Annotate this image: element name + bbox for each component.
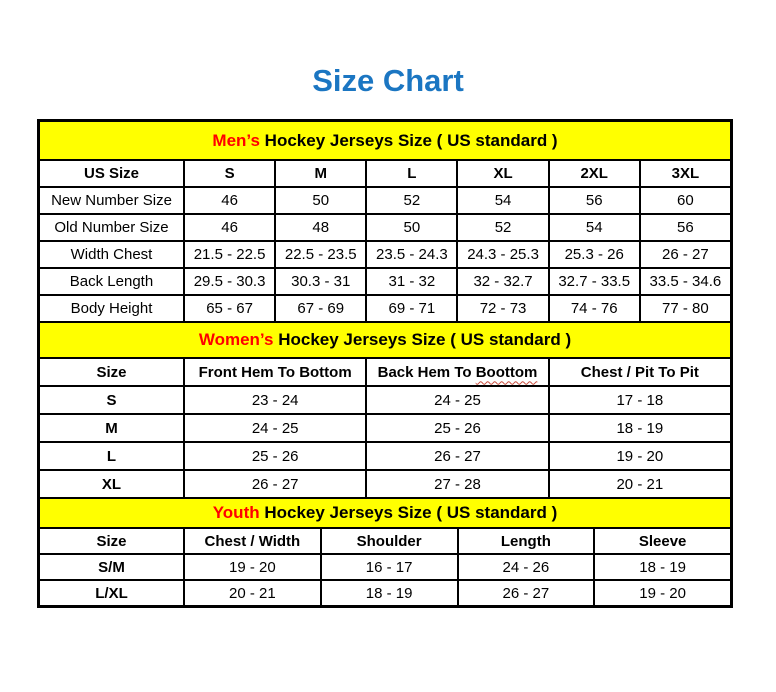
- table-cell: 17 - 18: [549, 386, 731, 414]
- row-label: Body Height: [39, 295, 184, 322]
- table-row: [39, 214, 731, 241]
- womens-size-table: [38, 321, 732, 499]
- table-row: [39, 470, 731, 498]
- womens-section-title: [39, 322, 731, 358]
- youth-header-row: [39, 528, 731, 554]
- table-cell: 46: [184, 214, 275, 241]
- table-cell: 50: [275, 187, 366, 214]
- page-title: Size Chart: [312, 63, 464, 98]
- youth-col-chest-width: Chest / Width: [184, 528, 321, 554]
- mens-accent-label: Men’s: [212, 130, 260, 150]
- youth-size-table: [38, 497, 732, 607]
- table-row: [39, 442, 731, 470]
- table-row: [39, 268, 731, 295]
- youth-col-size: Size: [39, 528, 184, 554]
- table-cell: 52: [366, 187, 457, 214]
- table-cell: 27 - 28: [366, 470, 548, 498]
- table-cell: 32.7 - 33.5: [549, 268, 640, 295]
- table-cell: 24 - 25: [184, 414, 366, 442]
- table-cell: 25 - 26: [184, 442, 366, 470]
- row-label: L: [39, 442, 184, 470]
- table-cell: 24 - 26: [458, 554, 595, 580]
- youth-col-length: Length: [458, 528, 595, 554]
- table-cell: 72 - 73: [457, 295, 548, 322]
- womens-accent-label: Women’s: [198, 330, 274, 349]
- table-cell: 24.3 - 25.3: [457, 241, 548, 268]
- row-label: M: [39, 414, 184, 442]
- row-label: Old Number Size: [39, 214, 184, 241]
- row-label: Width Chest: [39, 241, 184, 268]
- size-chart-tables: [37, 119, 733, 608]
- womens-col-size: Size: [39, 358, 184, 386]
- table-cell: 21.5 - 22.5: [184, 241, 275, 268]
- table-cell: 20 - 21: [549, 470, 731, 498]
- table-cell: 46: [184, 187, 275, 214]
- table-row: [39, 414, 731, 442]
- table-cell: 69 - 71: [366, 295, 457, 322]
- mens-col-l: L: [366, 160, 457, 187]
- table-cell: 16 - 17: [321, 554, 458, 580]
- table-cell: 19 - 20: [594, 580, 731, 606]
- table-row: [39, 386, 731, 414]
- table-cell: 25 - 26: [366, 414, 548, 442]
- mens-col-3xl: 3XL: [640, 160, 731, 187]
- table-row: [39, 580, 731, 606]
- table-cell: 65 - 67: [184, 295, 275, 322]
- youth-section-band: [39, 498, 731, 528]
- table-cell: 60: [640, 187, 731, 214]
- table-row: [39, 554, 731, 580]
- row-label: S: [39, 386, 184, 414]
- youth-accent-label: Youth: [212, 503, 260, 522]
- mens-section-title: [39, 121, 731, 160]
- mens-col-m: M: [275, 160, 366, 187]
- table-row: [39, 241, 731, 268]
- table-cell: 67 - 69: [275, 295, 366, 322]
- table-cell: 26 - 27: [458, 580, 595, 606]
- table-cell: 48: [275, 214, 366, 241]
- table-cell: 23.5 - 24.3: [366, 241, 457, 268]
- table-cell: 20 - 21: [184, 580, 321, 606]
- table-cell: 32 - 32.7: [457, 268, 548, 295]
- womens-col-back-hem: [366, 358, 548, 386]
- table-cell: 52: [457, 214, 548, 241]
- womens-col-chest: Chest / Pit To Pit: [549, 358, 731, 386]
- table-cell: 54: [457, 187, 548, 214]
- womens-section-band: [39, 322, 731, 358]
- table-cell: 22.5 - 23.5: [275, 241, 366, 268]
- mens-title-text: Hockey Jerseys Size ( US standard ): [259, 130, 558, 150]
- table-cell: 23 - 24: [184, 386, 366, 414]
- youth-title-text: Hockey Jerseys Size ( US standard ): [259, 503, 558, 522]
- row-label: XL: [39, 470, 184, 498]
- table-cell: 56: [640, 214, 731, 241]
- table-row: [39, 295, 731, 322]
- womens-header-row: [39, 358, 731, 386]
- table-cell: 18 - 19: [549, 414, 731, 442]
- table-cell: 50: [366, 214, 457, 241]
- table-cell: 33.5 - 34.6: [640, 268, 731, 295]
- womens-title-text: Hockey Jerseys Size ( US standard ): [273, 330, 572, 349]
- row-label: Back Length: [39, 268, 184, 295]
- table-cell: 26 - 27: [184, 470, 366, 498]
- back-hem-label: Back Hem To: [377, 363, 476, 381]
- table-cell: 56: [549, 187, 640, 214]
- table-cell: 26 - 27: [640, 241, 731, 268]
- table-cell: 25.3 - 26: [549, 241, 640, 268]
- mens-header-row: [39, 160, 731, 187]
- mens-col-us-size: US Size: [39, 160, 184, 187]
- table-cell: 74 - 76: [549, 295, 640, 322]
- table-row: [39, 187, 731, 214]
- table-cell: 19 - 20: [549, 442, 731, 470]
- mens-col-xl: XL: [457, 160, 548, 187]
- row-label: L/XL: [39, 580, 184, 606]
- table-cell: 54: [549, 214, 640, 241]
- mens-size-table: [38, 120, 732, 323]
- table-cell: 18 - 19: [594, 554, 731, 580]
- table-cell: 26 - 27: [366, 442, 548, 470]
- table-cell: 77 - 80: [640, 295, 731, 322]
- table-cell: 24 - 25: [366, 386, 548, 414]
- table-cell: 31 - 32: [366, 268, 457, 295]
- womens-col-front-hem: Front Hem To Bottom: [184, 358, 366, 386]
- row-label: S/M: [39, 554, 184, 580]
- back-hem-typo-word: Boottom: [475, 363, 538, 381]
- youth-section-title: [39, 498, 731, 528]
- row-label: New Number Size: [39, 187, 184, 214]
- mens-col-2xl: 2XL: [549, 160, 640, 187]
- table-cell: 18 - 19: [321, 580, 458, 606]
- mens-col-s: S: [184, 160, 275, 187]
- table-cell: 30.3 - 31: [275, 268, 366, 295]
- table-cell: 29.5 - 30.3: [184, 268, 275, 295]
- table-cell: 19 - 20: [184, 554, 321, 580]
- youth-col-shoulder: Shoulder: [321, 528, 458, 554]
- youth-col-sleeve: Sleeve: [594, 528, 731, 554]
- mens-section-band: [39, 121, 731, 160]
